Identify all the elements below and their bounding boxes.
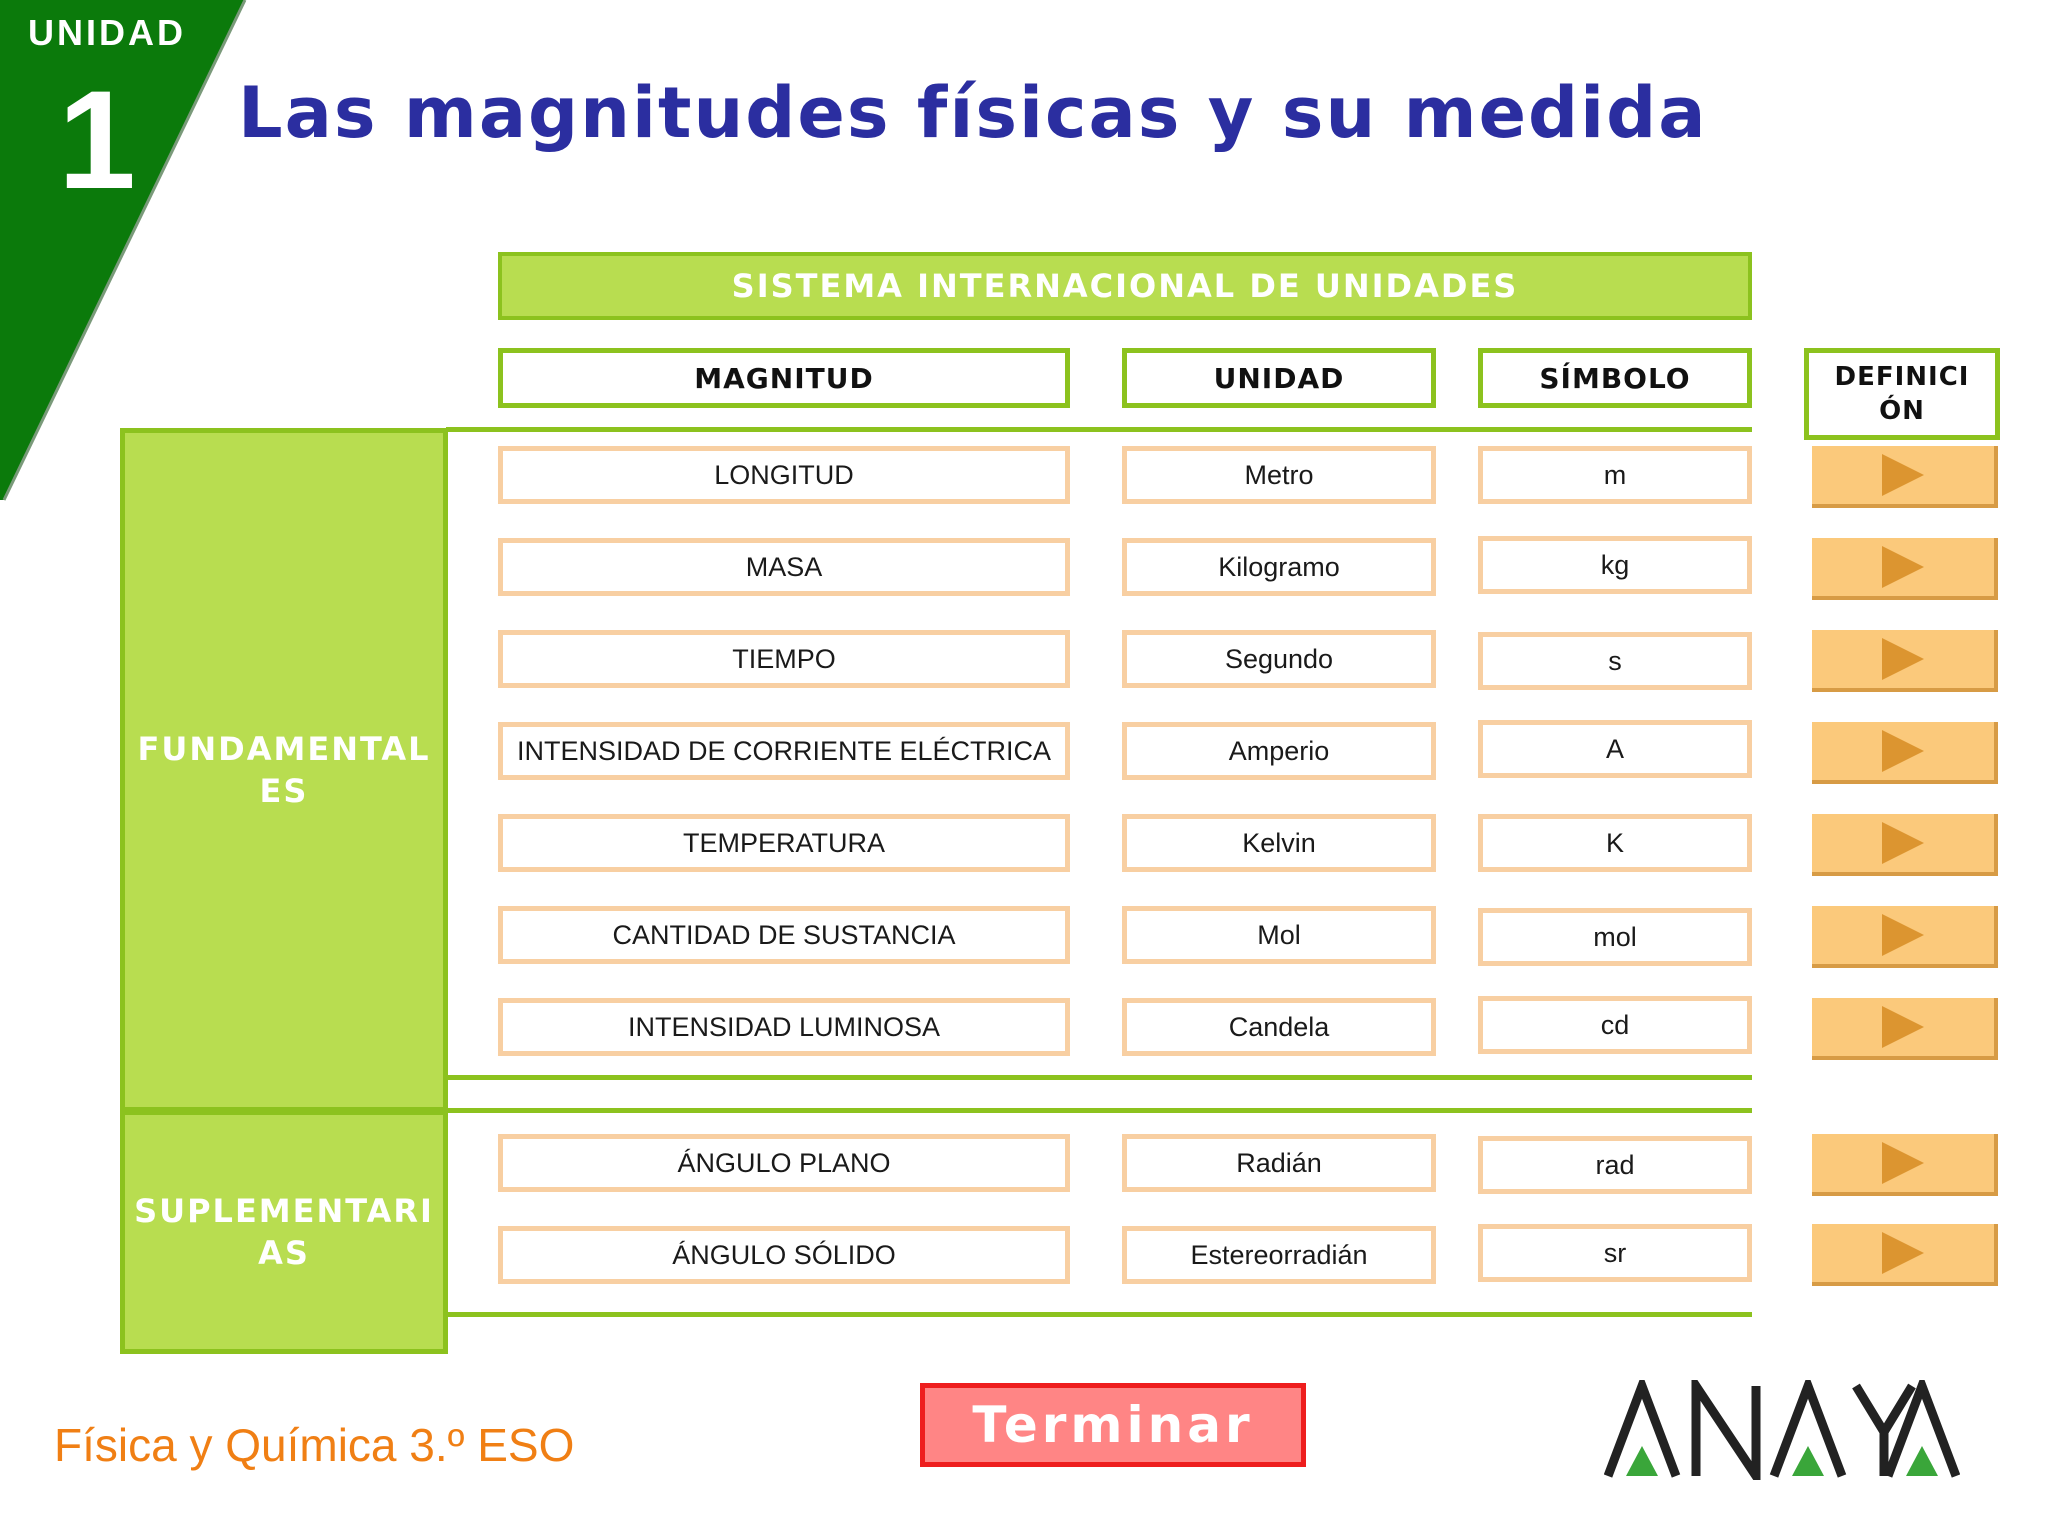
end-button[interactable]: Terminar: [920, 1383, 1306, 1467]
divider-fundamental-bottom: [446, 1075, 1752, 1080]
definition-button-tiempo[interactable]: [1812, 630, 1998, 692]
definition-button-cantidad-sustancia[interactable]: [1812, 906, 1998, 968]
play-arrow-icon: [1882, 1142, 1924, 1184]
play-arrow-icon: [1882, 454, 1924, 496]
cell-simbolo: rad: [1478, 1136, 1752, 1194]
cell-magnitud: INTENSIDAD DE CORRIENTE ELÉCTRICA: [498, 722, 1070, 780]
cell-magnitud: LONGITUD: [498, 446, 1070, 504]
divider-suplementarias-top: [446, 1108, 1752, 1113]
cell-unidad: Candela: [1122, 998, 1436, 1056]
cell-simbolo: sr: [1478, 1224, 1752, 1282]
cell-simbolo: A: [1478, 720, 1752, 778]
play-arrow-icon: [1882, 638, 1924, 680]
cell-magnitud: INTENSIDAD LUMINOSA: [498, 998, 1070, 1056]
cell-simbolo: cd: [1478, 996, 1752, 1054]
subject-label: Física y Química 3.º ESO: [54, 1419, 575, 1471]
cell-simbolo: K: [1478, 814, 1752, 872]
anaya-logo: [1604, 1380, 1960, 1480]
definition-button-intensidad-luminosa[interactable]: [1812, 998, 1998, 1060]
unit-number: 1: [58, 61, 136, 218]
definition-button-masa[interactable]: [1812, 538, 1998, 600]
play-arrow-icon: [1882, 914, 1924, 956]
definition-button-angulo-solido[interactable]: [1812, 1224, 1998, 1286]
header-unidad: UNIDAD: [1122, 348, 1436, 408]
group-fundamentales: [120, 428, 448, 1112]
group-suplementarias-line2: AS: [258, 1234, 310, 1272]
cell-unidad: Metro: [1122, 446, 1436, 504]
header-definicion: [1804, 348, 2000, 440]
definition-button-longitud[interactable]: [1812, 446, 1998, 508]
play-arrow-icon: [1882, 1006, 1924, 1048]
cell-simbolo: m: [1478, 446, 1752, 504]
definition-button-temperatura[interactable]: [1812, 814, 1998, 876]
play-arrow-icon: [1882, 1232, 1924, 1274]
cell-simbolo: mol: [1478, 908, 1752, 966]
cell-simbolo: s: [1478, 632, 1752, 690]
cell-magnitud: TEMPERATURA: [498, 814, 1070, 872]
header-definicion-line1: DEFINICI: [1834, 362, 1970, 392]
cell-unidad: Mol: [1122, 906, 1436, 964]
definition-button-angulo-plano[interactable]: [1812, 1134, 1998, 1196]
group-suplementarias-line1: SUPLEMENTARI: [134, 1192, 434, 1230]
group-fundamentales-line2: ES: [259, 772, 309, 810]
header-simbolo: SÍMBOLO: [1478, 348, 1752, 408]
cell-unidad: Radián: [1122, 1134, 1436, 1192]
unit-label: UNIDAD: [28, 12, 186, 53]
play-arrow-icon: [1882, 730, 1924, 772]
definition-button-intensidad-corriente[interactable]: [1812, 722, 1998, 784]
play-arrow-icon: [1882, 546, 1924, 588]
cell-unidad: Amperio: [1122, 722, 1436, 780]
page-title: Las magnitudes físicas y su medida: [238, 72, 1708, 154]
cell-unidad: Kilogramo: [1122, 538, 1436, 596]
play-arrow-icon: [1882, 822, 1924, 864]
header-magnitud: MAGNITUD: [498, 348, 1070, 408]
group-suplementarias: [120, 1110, 448, 1354]
divider-bottom: [446, 1312, 1752, 1317]
cell-unidad: Segundo: [1122, 630, 1436, 688]
cell-magnitud: MASA: [498, 538, 1070, 596]
cell-unidad: Estereorradián: [1122, 1226, 1436, 1284]
cell-magnitud: TIEMPO: [498, 630, 1070, 688]
divider-top: [446, 427, 1752, 432]
header-definicion-line2: ÓN: [1879, 396, 1925, 426]
cell-magnitud: ÁNGULO PLANO: [498, 1134, 1070, 1192]
cell-magnitud: ÁNGULO SÓLIDO: [498, 1226, 1070, 1284]
cell-unidad: Kelvin: [1122, 814, 1436, 872]
cell-simbolo: kg: [1478, 536, 1752, 594]
table-banner: SISTEMA INTERNACIONAL DE UNIDADES: [498, 252, 1752, 320]
cell-magnitud: CANTIDAD DE SUSTANCIA: [498, 906, 1070, 964]
group-fundamentales-line1: FUNDAMENTAL: [137, 730, 431, 768]
